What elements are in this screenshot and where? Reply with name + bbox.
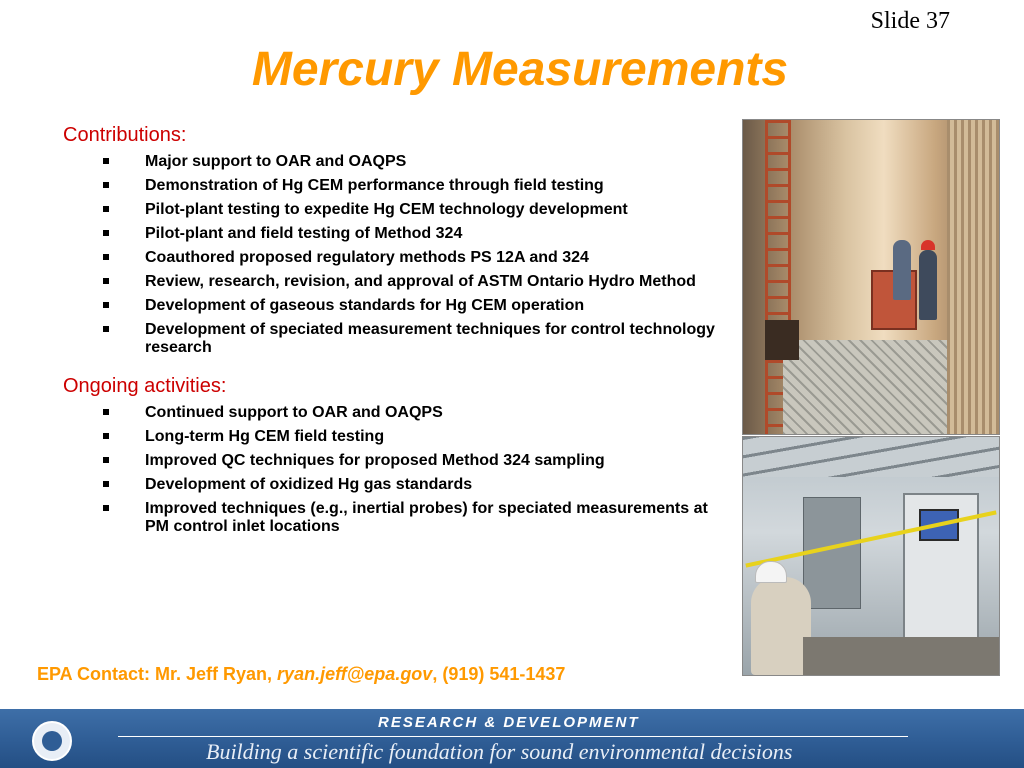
epa-seal-icon <box>32 721 72 761</box>
ongoing-heading: Ongoing activities: <box>63 375 227 397</box>
footer-research-label: RESEARCH & DEVELOPMENT <box>378 714 640 731</box>
worker-figure <box>893 240 911 300</box>
epa-contact <box>37 664 565 685</box>
list-item: Improved techniques (e.g., inertial probes) for speciated measurements at PM control inlet locations <box>63 500 723 536</box>
list-item: Pilot-plant and field testing of Method 324 <box>63 225 723 243</box>
bullet-square-icon <box>103 433 109 439</box>
bullet-square-icon <box>103 158 109 164</box>
bullet-square-icon <box>103 254 109 260</box>
list-item: Development of speciated measurement techniques for control technology research <box>63 321 723 357</box>
list-item: Development of gaseous standards for Hg CEM operation <box>63 297 723 315</box>
hard-hat-shape <box>921 240 935 250</box>
list-item: Long-term Hg CEM field testing <box>63 428 723 446</box>
contributions-list <box>63 153 723 357</box>
footer-tagline: Building a scientific foundation for sound environmental decisions <box>206 739 793 764</box>
list-item: Review, research, revision, and approval of ASTM Ontario Hydro Method <box>63 273 723 291</box>
roof-beams-shape <box>743 437 999 477</box>
worker-figure <box>919 250 937 320</box>
slide-number: Slide 37 <box>870 8 950 34</box>
bullet-square-icon <box>103 230 109 236</box>
list-item: Improved QC techniques for proposed Method 324 sampling <box>63 452 723 470</box>
bullet-square-icon <box>103 481 109 487</box>
bullet-square-icon <box>103 326 109 332</box>
list-item: Demonstration of Hg CEM performance through field testing <box>63 177 723 195</box>
bullet-square-icon <box>103 278 109 284</box>
list-item: Development of oxidized Hg gas standards <box>63 476 723 494</box>
seal-center-shape <box>42 731 62 751</box>
footer-banner <box>0 709 1024 768</box>
dark-box-shape <box>765 320 799 360</box>
bullet-square-icon <box>103 409 109 415</box>
floor-shape <box>803 637 999 675</box>
list-item: Pilot-plant testing to expedite Hg CEM technology development <box>63 201 723 219</box>
corrugated-wall-shape <box>947 120 999 434</box>
slide-content <box>63 124 723 542</box>
bullet-square-icon <box>103 206 109 212</box>
list-item: Major support to OAR and OAQPS <box>63 153 723 171</box>
contributions-heading: Contributions: <box>63 124 187 146</box>
bullet-square-icon <box>103 302 109 308</box>
list-item: Coauthored proposed regulatory methods PS 12A and 324 <box>63 249 723 267</box>
photo-stack-testing <box>742 119 1000 435</box>
slide-title: Mercury Measurements <box>251 43 789 96</box>
photo-cem-station <box>742 436 1000 676</box>
hard-hat-shape <box>755 561 787 583</box>
contact-email-link[interactable]: ryan.jeff@epa.gov <box>277 664 433 684</box>
contact-label: EPA Contact: Mr. Jeff Ryan, <box>37 664 278 684</box>
bullet-square-icon <box>103 182 109 188</box>
list-item: Continued support to OAR and OAQPS <box>63 404 723 422</box>
bullet-square-icon <box>103 457 109 463</box>
bullet-square-icon <box>103 505 109 511</box>
contact-phone: , (919) 541-1437 <box>432 664 566 684</box>
ongoing-list <box>63 404 723 536</box>
worker-figure <box>751 577 811 675</box>
footer-divider <box>118 736 908 737</box>
